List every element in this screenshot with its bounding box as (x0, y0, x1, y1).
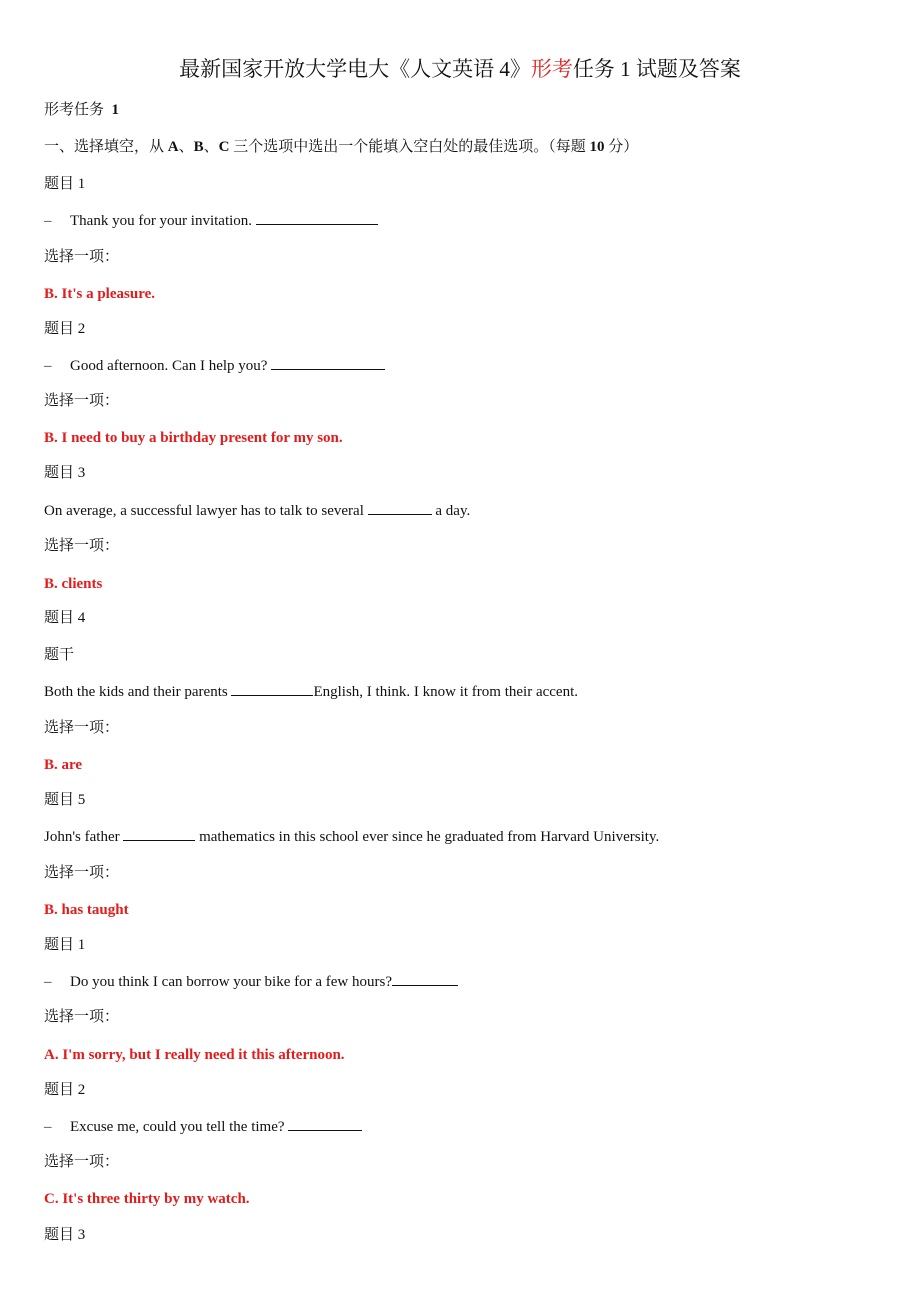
choose-label: 选择一项： (44, 1154, 120, 1170)
answer-text: B. It's a pleasure. (44, 286, 155, 302)
question-label: 题目 5 (44, 792, 86, 808)
question-text: – Do you think I can borrow your bike for a few hours? (44, 971, 458, 992)
title-prefix: 最新国家开放大学电大《人文英语 4》 (179, 57, 531, 81)
answer-blank (271, 355, 385, 370)
question-text: Both the kids and their parents English, I think. I know it from their accent. (44, 681, 578, 702)
answer-blank (231, 681, 313, 696)
answer-blank (288, 1116, 362, 1131)
answer-text: B. I need to buy a birthday present for my son. (44, 430, 343, 446)
dash-icon: – (44, 213, 52, 229)
question-label: 题目 1 (44, 176, 86, 192)
answer-blank (368, 500, 432, 515)
answer-text: B. are (44, 757, 83, 773)
question-text: – Excuse me, could you tell the time? (44, 1116, 362, 1137)
question-text: – Good afternoon. Can I help you? (44, 355, 385, 376)
document-title (0, 54, 920, 84)
answer-blank (256, 210, 378, 225)
question-label: 题目 2 (44, 321, 86, 337)
question-text: On average, a successful lawyer has to talk to several a day. (44, 500, 470, 521)
choose-label: 选择一项： (44, 393, 120, 409)
dash-icon: – (44, 1119, 52, 1135)
dash-icon: – (44, 974, 52, 990)
choose-label: 选择一项： (44, 1009, 120, 1025)
choose-label: 选择一项： (44, 720, 120, 736)
question-text: – Thank you for your invitation. (44, 210, 378, 231)
question-label: 题目 3 (44, 465, 86, 481)
answer-blank (392, 971, 458, 986)
question-text: John's father mathematics in this school ever since he graduated from Harvard University. (44, 826, 659, 847)
answer-text: A. I'm sorry, but I really need it this afternoon. (44, 1047, 345, 1063)
choose-label: 选择一项： (44, 249, 120, 265)
answer-text: B. clients (44, 576, 103, 592)
question-label: 题目 1 (44, 937, 86, 953)
dash-icon: – (44, 358, 52, 374)
choose-label: 选择一项： (44, 865, 120, 881)
task-heading: 形考任务 1 (44, 102, 120, 118)
question-label: 题目 4 (44, 610, 86, 626)
question-label: 题目 2 (44, 1082, 86, 1098)
title-highlight: 形考 (530, 57, 573, 81)
stem-label: 题干 (44, 647, 75, 663)
answer-text: B. has taught (44, 902, 129, 918)
question-label: 题目 3 (44, 1227, 86, 1243)
section-instruction: 一、选择填空，从 A、B、C 三个选项中选出一个能填入空白处的最佳选项。（每题 10 分） (44, 139, 639, 155)
answer-text: C. It's three thirty by my watch. (44, 1191, 250, 1207)
answer-blank (123, 826, 195, 841)
task-number: 1 (111, 102, 120, 118)
choose-label: 选择一项： (44, 538, 120, 554)
title-suffix: 任务 1 试题及答案 (572, 57, 741, 81)
